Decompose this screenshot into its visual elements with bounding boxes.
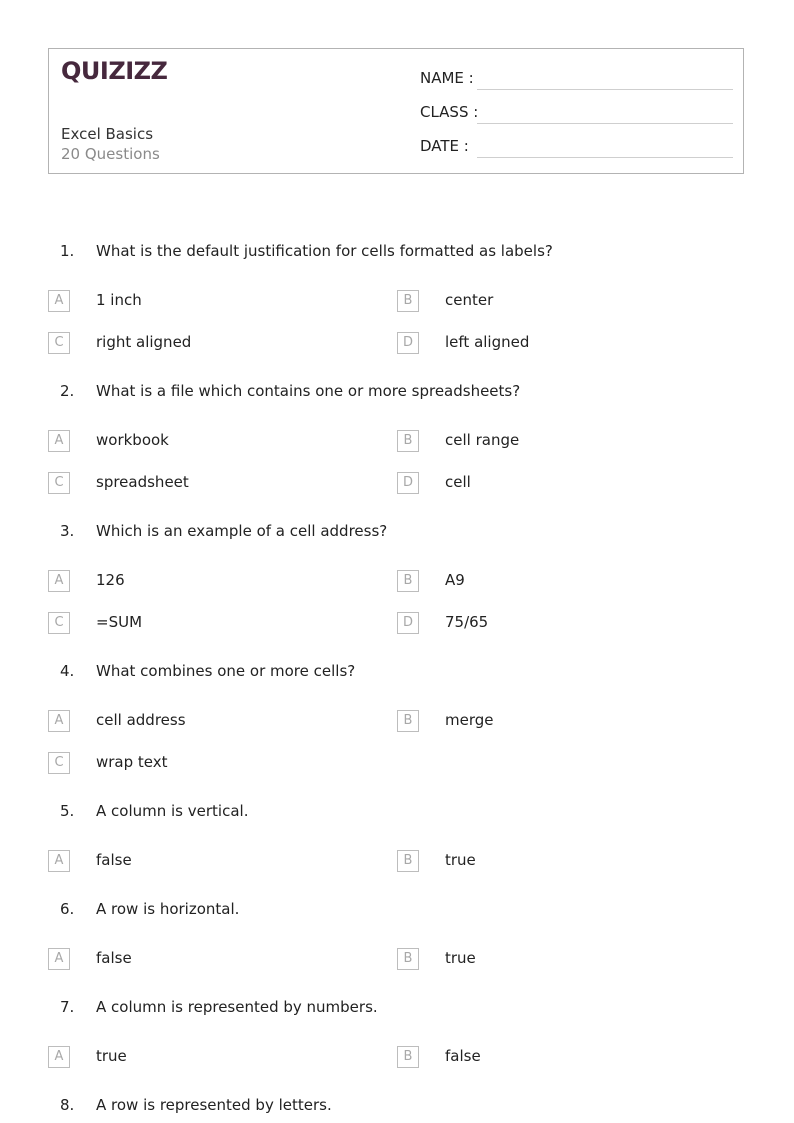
option-box-b[interactable]: B	[397, 430, 419, 452]
option-box-a[interactable]: A	[48, 430, 70, 452]
option-box-c[interactable]: C	[48, 752, 70, 774]
option-text: left aligned	[445, 333, 530, 351]
option-text: center	[445, 291, 494, 309]
option-box-d[interactable]: D	[397, 612, 419, 634]
option-text: wrap text	[96, 753, 168, 771]
worksheet-header	[48, 48, 744, 174]
option-text: cell	[445, 473, 471, 491]
question-number: 6.	[60, 900, 75, 918]
option-text: 75/65	[445, 613, 489, 631]
option-text: A9	[445, 571, 465, 589]
question-count: 20 Questions	[61, 145, 160, 163]
option-box-c[interactable]: C	[48, 472, 70, 494]
option-box-a[interactable]: A	[48, 850, 70, 872]
option-text: false	[96, 851, 132, 869]
option-box-b[interactable]: B	[397, 850, 419, 872]
option-box-b[interactable]: B	[397, 710, 419, 732]
option-box-d[interactable]: D	[397, 472, 419, 494]
option-box-b[interactable]: B	[397, 948, 419, 970]
option-text: merge	[445, 711, 494, 729]
option-box-b[interactable]: B	[397, 290, 419, 312]
option-box-c[interactable]: C	[48, 612, 70, 634]
option-text: true	[96, 1047, 127, 1065]
question-text: A column is vertical.	[96, 802, 249, 820]
option-box-a[interactable]: A	[48, 570, 70, 592]
question-text: Which is an example of a cell address?	[96, 522, 388, 540]
question-number: 1.	[60, 242, 75, 260]
question-number: 8.	[60, 1096, 75, 1114]
option-text: true	[445, 949, 476, 967]
option-text: false	[96, 949, 132, 967]
question-text: A row is represented by letters.	[96, 1096, 332, 1114]
option-text: 126	[96, 571, 125, 589]
date-line[interactable]	[477, 157, 733, 158]
question-text: A row is horizontal.	[96, 900, 240, 918]
question-text: What combines one or more cells?	[96, 662, 356, 680]
option-text: true	[445, 851, 476, 869]
option-box-c[interactable]: C	[48, 332, 70, 354]
question-number: 5.	[60, 802, 75, 820]
question-number: 4.	[60, 662, 75, 680]
option-text: cell range	[445, 431, 520, 449]
class-line[interactable]	[477, 123, 733, 124]
question-text: What is a file which contains one or more spreadsheets?	[96, 382, 521, 400]
option-text: right aligned	[96, 333, 192, 351]
option-box-a[interactable]: A	[48, 948, 70, 970]
option-box-a[interactable]: A	[48, 1046, 70, 1068]
name-label: NAME :	[420, 69, 474, 87]
question-text: What is the default justification for cells formatted as labels?	[96, 242, 553, 260]
quizizz-logo: QUIZIZZ	[61, 57, 168, 85]
date-label: DATE :	[420, 137, 469, 155]
question-number: 3.	[60, 522, 75, 540]
question-number: 7.	[60, 998, 75, 1016]
option-text: spreadsheet	[96, 473, 189, 491]
option-box-a[interactable]: A	[48, 290, 70, 312]
option-box-b[interactable]: B	[397, 570, 419, 592]
option-text: false	[445, 1047, 481, 1065]
option-box-a[interactable]: A	[48, 710, 70, 732]
option-text: 1 inch	[96, 291, 142, 309]
worksheet-title: Excel Basics	[61, 125, 154, 143]
option-text: workbook	[96, 431, 169, 449]
question-text: A column is represented by numbers.	[96, 998, 378, 1016]
option-text: =SUM	[96, 613, 143, 631]
option-text: cell address	[96, 711, 186, 729]
question-number: 2.	[60, 382, 75, 400]
option-box-b[interactable]: B	[397, 1046, 419, 1068]
name-line[interactable]	[477, 89, 733, 90]
class-label: CLASS :	[420, 103, 479, 121]
option-box-d[interactable]: D	[397, 332, 419, 354]
